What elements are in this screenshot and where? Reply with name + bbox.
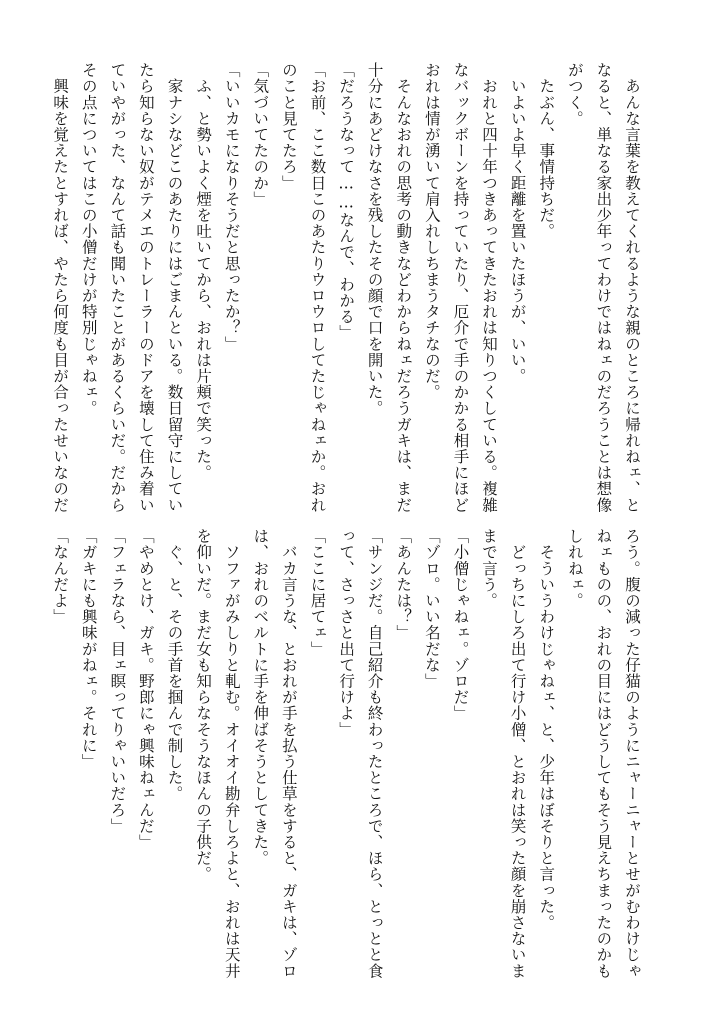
text-line: ていやがった、なんて話も聞いたことがあるくらいだ。だから	[108, 62, 127, 513]
text-line: ソファがみしりと軋む。オイオイ勘弁しろよと、おれは天井	[222, 528, 241, 979]
text-line: そんなおれの思考の動きなどわからねェだろうガキは、まだ	[394, 62, 413, 513]
text-line: 「サンジだ。自己紹介も終わったところで、ほら、とっとと食	[365, 528, 384, 979]
text-line: その点についてはこの小僧だけが特別じゃねェ。	[79, 62, 98, 417]
text-line: がつく。	[565, 62, 584, 127]
text-line: しれねェ。	[565, 528, 584, 609]
text-line: 「なんだよ」	[51, 528, 70, 625]
text-line: 「気づいてたのか」	[251, 62, 270, 207]
text-line: 「あんたは？」	[394, 528, 413, 641]
text-line: を仰いだ。まだ女も知らなそうなほんの子供だ。	[194, 528, 213, 883]
text-line: 「フェラなら、目ェ瞑ってりゃいいだろ」	[108, 528, 127, 834]
text-line: 「小僧じゃねェ。ゾロだ」	[451, 528, 470, 722]
text-line: ろう。腹の減った仔猫のようにニャーニャーとせがむわけじゃ	[623, 528, 641, 979]
text-line: 「ゾロ。いい名だな」	[422, 528, 441, 689]
text-line: まで言う。	[480, 528, 499, 609]
text-line: ねェものの、おれの目にはどうしてもそう見えちまったのかも	[594, 528, 613, 979]
text-line: 「ここに居てェ」	[308, 528, 327, 657]
text-line: おれと四十年つきあってきたおれは知りつくしている。複雑	[480, 62, 499, 513]
text-line: 「いいカモになりそうだと思ったか？」	[222, 62, 241, 352]
text-line: たぶん、事情持ちだ。	[537, 62, 556, 240]
text-line: どっちにしろ出て行け小僧、とおれは笑った顔を崩さないま	[508, 528, 527, 979]
text-line: 「だろうなって……なんで、わかる」	[337, 62, 356, 341]
text-line: 家ナシなどこのあたりにはごまんといる。数日留守にしてい	[165, 62, 184, 513]
lower-text-block	[51, 528, 646, 979]
upper-text-block	[51, 62, 646, 513]
text-line: なると、単なる家出少年ってわけではねェのだろうことは想像	[594, 62, 613, 513]
text-line: 「やめとけ、ガキ。野郎にゃ興味ねェんだ」	[136, 528, 155, 850]
text-line: なバックボーンを持っていたり、厄介で手のかかる相手にほど	[451, 62, 470, 513]
text-line: 「ガキにも興味がねェ。それに」	[79, 528, 98, 770]
text-line: 「お前、ここ数日このあたりウロウロしてたじゃねェか。おれ	[308, 62, 327, 513]
text-line: たら知らない奴がテメエのトレーラーのドアを壊して住み着い	[136, 62, 155, 513]
text-line: あんな言葉を教えてくれるような親のところに帰れねェ、と	[623, 62, 641, 513]
text-line: ふ、と勢いよく煙を吐いてから、おれは片頬で笑った。	[194, 62, 213, 481]
text-line: ぐ、と、その手首を掴んで制した。	[165, 528, 184, 802]
text-line: バカ言うな、とおれが手を払う仕草をすると、ガキは、ゾロ	[279, 528, 298, 979]
text-line: そういうわけじゃねェ、と、少年はぼそりと言った。	[537, 528, 556, 931]
text-line: って、さっさと出て行けよ」	[337, 528, 356, 738]
text-line: のこと見てたろ」	[279, 62, 298, 191]
text-line: は、おれのベルトに手を伸ばそうとしてきた。	[251, 528, 270, 867]
text-line: 十分にあどけなさを残したその顔で口を開いた。	[365, 62, 384, 417]
text-line: おれは情が湧いて肩入れしちまうタチなのだ。	[422, 62, 441, 401]
text-line: 興味を覚えたとすれば、やたら何度も目が合ったせいなのだ	[51, 62, 70, 513]
text-line: いよいよ早く距離を置いたほうが、いい。	[508, 62, 527, 384]
